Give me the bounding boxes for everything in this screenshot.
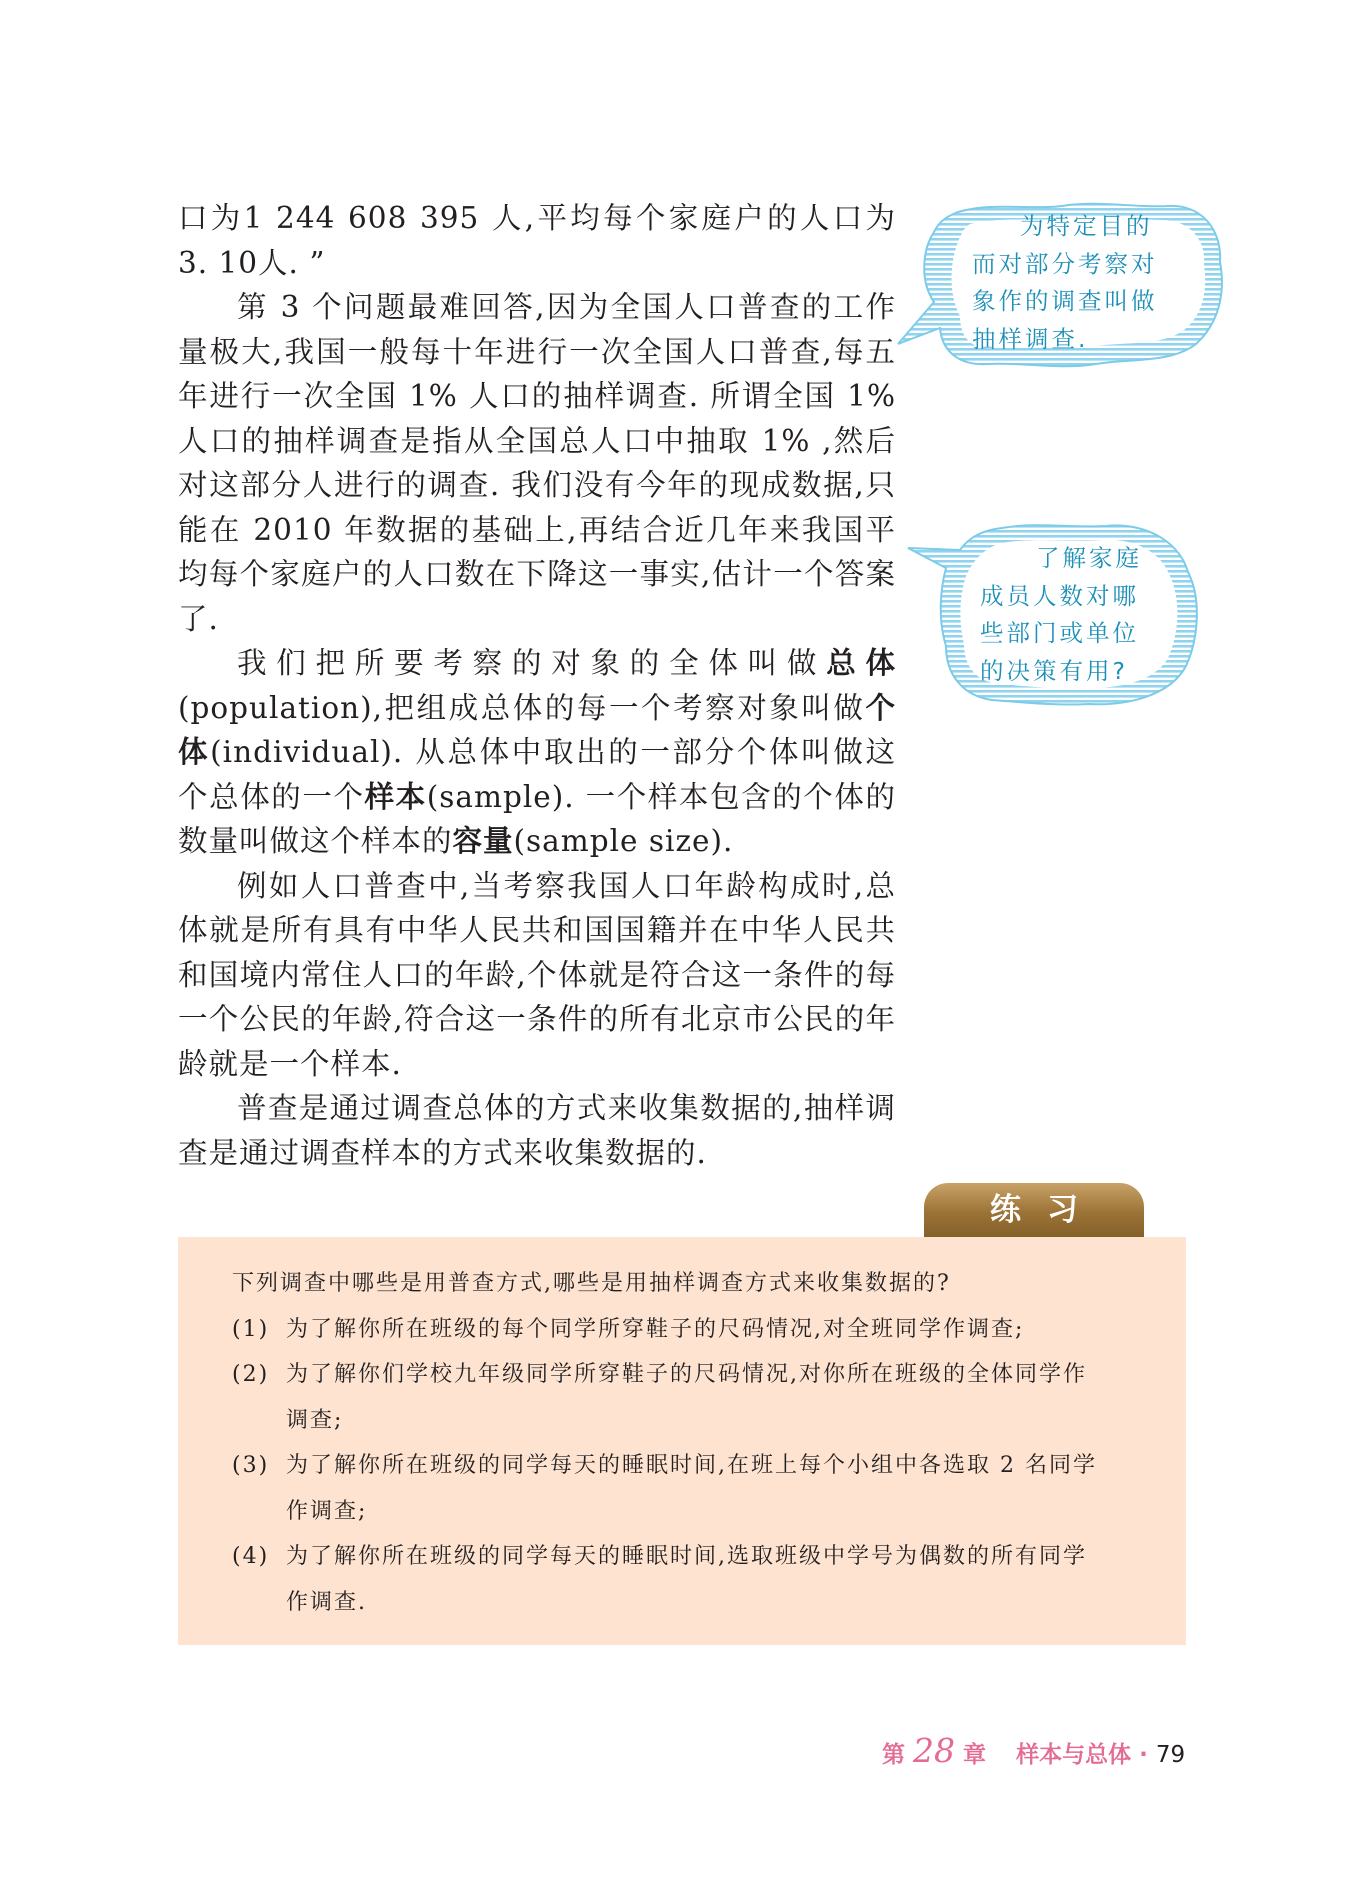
bubble-1-line-1: 为特定目的 <box>1020 212 1153 240</box>
chapter-number: 28 <box>913 1731 956 1770</box>
bubble-1-line-4: 抽样调查. <box>972 324 1089 353</box>
exercise-item-number: (1) <box>232 1316 270 1342</box>
bubble-1-line-2: 而对部分考察对 <box>972 249 1158 278</box>
paragraph-3-text-b: (population),把组成总体的每一个考察对象叫做 <box>178 690 866 725</box>
bubble-2-text <box>980 540 1200 690</box>
term-population: 总体 <box>826 646 896 680</box>
exercise-item-line: 为了解你所在班级的每个同学所穿鞋子的尺码情况,对全班同学作调查; <box>286 1316 1025 1342</box>
chapter-suffix: 章 <box>963 1742 987 1768</box>
exercise-item-4 <box>232 1534 1132 1625</box>
exercise-item-line: 为了解你所在班级的同学每天的睡眠时间,选取班级中学号为偶数的所有同学 <box>286 1544 1087 1569</box>
exercise-item-number: (3) <box>232 1453 270 1478</box>
exercise-item-2 <box>232 1352 1132 1443</box>
chapter-prefix: 第 <box>882 1742 905 1768</box>
exercise-item-3 <box>232 1443 1132 1534</box>
paragraph-1-line-2: 3. 10人. ” <box>178 245 326 280</box>
exercise-item-1 <box>232 1307 1132 1353</box>
paragraph-2: 第 3 个问题最难回答,因为全国人口普查的工作量极大,我国一般每十年进行一次全国人口普查,每五年进行一次全国 1% 人口的抽样调查. 所谓全国 1% 人口的抽样调查是指从全国总人口中抽取 1% ,然后对这部分人进行的调查. 我们没有今年的现成数据,只能在 2010 年数据的基础上,再结合近几年来我国平均每个家庭户的人口数在下降这一事实,估计一个答案了. <box>178 290 896 636</box>
exercise-box <box>178 1237 1186 1645</box>
exercise-item-line: 为了解你所在班级的同学每天的睡眠时间,在班上每个小组中各选取 2 名同学 <box>286 1453 1097 1478</box>
bubble-2-line-2: 成员人数对哪 <box>980 581 1139 610</box>
bubble-1-text <box>972 208 1212 358</box>
paragraph-5: 普查是通过调查总体的方式来收集数据的,抽样调查是通过调查样本的方式来收集数据的. <box>178 1091 896 1170</box>
exercise-item-line: 作调查. <box>286 1589 367 1615</box>
paragraph-3-text-d: (sample). 一个样本包含的个体的数量叫做这个样本的 <box>178 779 896 858</box>
bubble-2-line-4: 的决策有用? <box>980 656 1128 685</box>
page-footer <box>882 1733 1185 1769</box>
exercise-item-line: 为了解你们学校九年级同学所穿鞋子的尺码情况,对你所在班级的全体同学作 <box>286 1362 1087 1387</box>
page-number: 79 <box>1155 1742 1186 1768</box>
paragraph-3 <box>178 641 896 864</box>
paragraph-3-text-e: (sample size). <box>513 824 734 858</box>
paragraph-1-end <box>178 241 896 286</box>
main-text <box>178 196 896 1175</box>
callout-bubble-family-question <box>920 520 1210 710</box>
chapter-title: 样本与总体 <box>1016 1742 1132 1768</box>
exercise-item-line: 调查; <box>286 1407 344 1433</box>
exercise-content <box>232 1261 1132 1625</box>
paragraph-3-text-c: (individual). 从总体中取出的一部分个体叫做这个总体的一个 <box>178 735 896 814</box>
exercise-item-number: (2) <box>232 1362 270 1387</box>
paragraph-1 <box>178 196 896 241</box>
exercise-item-number: (4) <box>232 1544 270 1569</box>
exercise-tab: 练习 <box>924 1183 1144 1237</box>
exercise-question: 下列调查中哪些是用普查方式,哪些是用抽样调查方式来收集数据的? <box>232 1271 951 1296</box>
term-sample-size: 容量 <box>452 824 514 858</box>
callout-bubble-sampling-definition <box>900 198 1230 370</box>
term-individual: 个体 <box>178 690 896 769</box>
footer-separator: · <box>1139 1742 1148 1768</box>
exercise-item-line: 作调查; <box>286 1498 368 1524</box>
bubble-2-line-1: 了解家庭 <box>1036 544 1142 572</box>
term-sample: 样本 <box>364 779 427 814</box>
paragraph-3-text-a: 我们把所要考察的对象的全体叫做 <box>237 646 827 680</box>
paragraph-1-line-1: 口为1 244 608 395 人,平均每个家庭户的人口为 <box>178 201 896 235</box>
bubble-2-line-3: 些部门或单位 <box>980 619 1139 647</box>
paragraph-4: 例如人口普查中,当考察我国人口年龄构成时,总体就是所有具有中华人民共和国国籍并在中华人民共和国境内常住人口的年龄,个体就是符合这一条件的每一个公民的年龄,符合这一条件的所有北京市公民的年龄就是一个样本. <box>178 868 896 1081</box>
bubble-1-line-3: 象作的调查叫做 <box>972 287 1158 315</box>
